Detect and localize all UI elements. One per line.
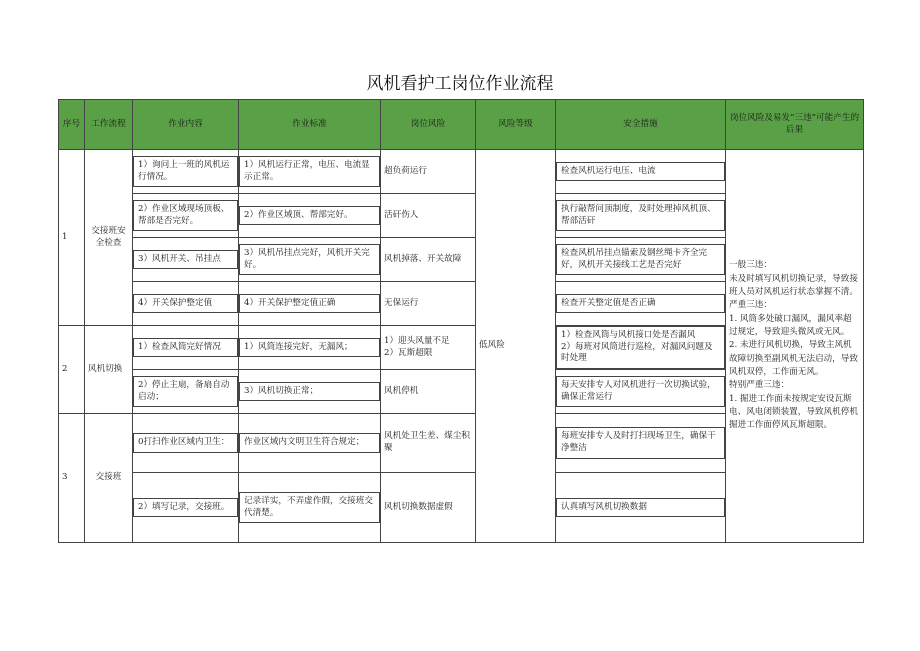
- measure-text: 认真填写风机切换数据: [556, 498, 725, 518]
- measure-cell: [556, 473, 726, 543]
- standard-cell: [239, 150, 381, 194]
- content-text: 2）填写记录，交接班。: [133, 498, 238, 518]
- measure-cell: [556, 326, 726, 370]
- measure-text: 每天安排专人对风机进行一次切换试验，确保正常运行: [556, 376, 725, 407]
- group-number: 2: [59, 326, 85, 414]
- standard-text: 3）风机吊挂点完好，风机开关完好。: [239, 244, 380, 275]
- group-flow: 交接班: [85, 414, 133, 543]
- standard-cell: [239, 238, 381, 282]
- standard-text: 1）风机运行正常，电压、电流显示正常。: [239, 156, 380, 187]
- page-title: 风机看护工岗位作业流程: [366, 74, 554, 94]
- consequence-text: 一般三违： 未及时填写风机切换记录，导致接班人员对风机运行状态掌握不清。 严重三违： 1. 风筒多处破口漏风，漏风率超过规定，导致迎头微风或无风。 2. 未进行风机切换，导致主风机故障切换至副风机无法启动，导致风机双停，工作面无风。 特别严重三违： 1. 掘进工作面未按规定安设瓦斯电、风电闭锁装置，导致风机停机掘进工作面停风瓦斯超限。: [729, 260, 858, 431]
- measure-text: 执行敲帮问顶制度，及时处理掉风机顶、帮部活矸: [556, 200, 725, 231]
- content-text: 1）询问上一班的风机运行情况。: [133, 156, 238, 187]
- standard-text: 记录详实，不弄虚作假，交接班交代清楚。: [239, 492, 380, 523]
- content-cell: [133, 370, 239, 414]
- standard-cell: [239, 473, 381, 543]
- standard-text: 作业区域内文明卫生符合规定；: [239, 433, 380, 453]
- measure-text: 检查开关整定值是否正确: [556, 294, 725, 314]
- risk-cell: 活矸伤人: [381, 194, 476, 238]
- standard-cell: [239, 282, 381, 326]
- content-cell: [133, 238, 239, 282]
- risk-cell: 风机处卫生差、煤尘积聚: [381, 414, 476, 473]
- header-consequence: 岗位风险及易发“三违”可能产生的后果: [726, 100, 864, 150]
- standard-text: 1）风筒连接完好，无漏风；: [239, 338, 380, 358]
- header-risk-level: 风险等级: [476, 100, 556, 150]
- group-number: 1: [59, 150, 85, 326]
- group-flow: 风机切换: [85, 326, 133, 414]
- measure-cell: [556, 194, 726, 238]
- content-cell: [133, 473, 239, 543]
- content-text: 1）检查风筒完好情况: [133, 338, 238, 358]
- table-row: [59, 150, 864, 194]
- header-flow: 工作流程: [85, 100, 133, 150]
- header-content: 作业内容: [133, 100, 239, 150]
- measure-text: 检查风机吊挂点锚索及钢丝绳卡齐全完好，风机开关接线工艺是否完好: [556, 244, 725, 275]
- standard-text: 3）风机切换正常；: [239, 382, 380, 402]
- risk-cell: 风机停机: [381, 370, 476, 414]
- risk-level-cell: 低风险: [476, 150, 556, 543]
- risk-cell: 风机掉落、开关故障: [381, 238, 476, 282]
- header-no: 序号: [59, 100, 85, 150]
- measure-cell: [556, 282, 726, 326]
- measure-cell: [556, 414, 726, 473]
- process-table: [58, 99, 864, 543]
- measure-cell: [556, 238, 726, 282]
- risk-cell: 风机切换数据虚假: [381, 473, 476, 543]
- risk-cell: 1）迎头风量不足 2）瓦斯超限: [381, 326, 476, 370]
- standard-text: 4）开关保护整定值正确: [239, 294, 380, 314]
- content-cell: [133, 326, 239, 370]
- header-measure: 安全措施: [556, 100, 726, 150]
- risk-cell: 无保运行: [381, 282, 476, 326]
- standard-cell: [239, 414, 381, 473]
- risk-cell: 超负荷运行: [381, 150, 476, 194]
- measure-text: 每班安排专人及时打扫现场卫生，确保干净整洁: [556, 427, 725, 458]
- content-text: 2）作业区域现场顶板、帮部是否完好。: [133, 200, 238, 231]
- content-text: 3）风机开关、吊挂点: [133, 250, 238, 270]
- standard-cell: [239, 194, 381, 238]
- standard-text: 2）作业区域顶、帮部完好。: [239, 206, 380, 226]
- content-cell: [133, 150, 239, 194]
- content-cell: [133, 282, 239, 326]
- standard-cell: [239, 370, 381, 414]
- header-row: [59, 100, 864, 150]
- measure-cell: [556, 150, 726, 194]
- content-text: 2）停止主扇，备扇自动启动；: [133, 376, 238, 407]
- content-text: 4）开关保护整定值: [133, 294, 238, 314]
- group-flow: 交接班安全检查: [85, 150, 133, 326]
- standard-cell: [239, 326, 381, 370]
- measure-cell: [556, 370, 726, 414]
- content-text: 0打扫作业区域内卫生：: [133, 433, 238, 453]
- content-cell: [133, 414, 239, 473]
- group-number: 3: [59, 414, 85, 543]
- consequence-cell: [726, 150, 864, 543]
- content-cell: [133, 194, 239, 238]
- measure-text: 1）检查风筒与风机接口处是否漏风 2）每班对风筒进行巡检，对漏风问题及时处理: [556, 326, 725, 369]
- measure-text: 检查风机运行电压、电流: [556, 162, 725, 182]
- header-risk: 岗位风险: [381, 100, 476, 150]
- header-standard: 作业标准: [239, 100, 381, 150]
